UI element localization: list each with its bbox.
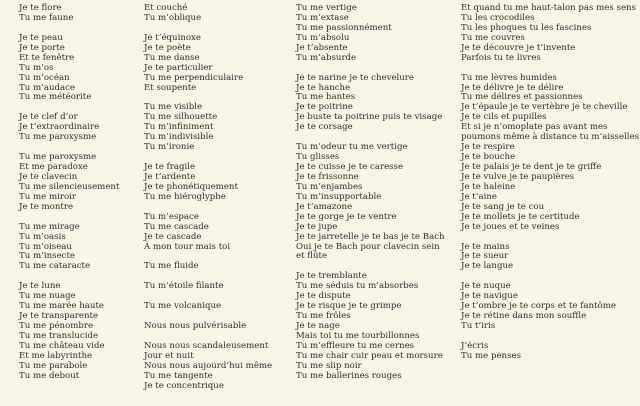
poem-line: Tu me séduis tu m’absorbes xyxy=(296,281,419,292)
poem-line: Je te langue xyxy=(461,261,514,272)
poem-column-3 xyxy=(296,4,445,382)
stanza xyxy=(144,4,272,24)
poem-line: Je te peau xyxy=(19,32,63,43)
poem-line: Tu m’insupportable xyxy=(296,191,382,202)
poem-line: Tu m’extase xyxy=(296,12,349,23)
poem-line: Je t’ardente xyxy=(144,171,196,182)
poem-line: Tu me tangente xyxy=(144,370,213,381)
poem-line: Tu m’océan xyxy=(19,72,70,83)
poem-line: Tu me silencieusement xyxy=(19,181,120,192)
poem-line: Et me labyrinthe xyxy=(19,350,93,361)
poem-line: Je te vulve je te paupières xyxy=(461,171,575,182)
poem-line: Je te découvre je t’invente xyxy=(461,42,576,53)
poem-line: Tu me volcanique xyxy=(144,301,222,312)
stanza xyxy=(19,113,119,143)
poem-line: Je te particulier xyxy=(144,62,213,73)
poem-line: Tu me nuage xyxy=(19,291,76,302)
poem-line: Je te lune xyxy=(19,281,61,292)
poem-line: Jour et nuit xyxy=(144,350,194,361)
poem-line: Je te cils et pupilles xyxy=(461,112,547,123)
poem-line: Je t’absente xyxy=(296,42,348,53)
poem-line: Je buste ta poitrine puis te visage xyxy=(296,112,443,123)
poem-line: Je te sang je te cou xyxy=(461,201,545,212)
poem-line: Je te gorge je te ventre xyxy=(296,211,397,222)
poem-line: Tu m’absolu xyxy=(296,32,350,43)
poem-line: Je t’ombre je te corps et te fantôme xyxy=(461,301,616,312)
poem-line: Je te cuisse je te caresse xyxy=(296,162,404,172)
stanza xyxy=(19,34,119,104)
poem-line: Je te fragile xyxy=(144,162,196,172)
poem-line: Je te hanche xyxy=(296,82,351,93)
poem-line: Tu me lèvres humides xyxy=(461,72,557,83)
stanza-gap xyxy=(461,233,639,243)
poem-line: Tu me hantes xyxy=(296,92,356,103)
poem-line: Tu me passionnément xyxy=(296,22,392,33)
poem-line: Tu me cataracte xyxy=(19,261,91,272)
poem-line: Je t’équinoxe xyxy=(144,32,201,43)
poem-line: Tu me délires et passionnes xyxy=(461,92,583,103)
poem-line: Tu m’oiseau xyxy=(19,241,72,252)
poem-line: Je te poitrine xyxy=(296,102,353,113)
poem-line: Nous nous aujourd’hui même xyxy=(144,360,273,371)
poem-line: Tu me chair cuir peau et morsure xyxy=(296,350,443,361)
stanza xyxy=(461,342,639,362)
stanza xyxy=(296,272,445,381)
poem-line: Je te concentrique xyxy=(144,380,224,391)
poem-line: Je t’aine xyxy=(461,191,497,202)
poem-line: Tu me faune xyxy=(19,12,74,23)
poem-line: Je te poète xyxy=(144,42,191,53)
stanza xyxy=(19,282,119,381)
poem-line: Je t’extraordinaire xyxy=(19,122,100,133)
poem-line: Je te transparente xyxy=(19,311,99,322)
stanza xyxy=(144,342,272,392)
poem-line: Je te bouche xyxy=(461,152,516,163)
stanza xyxy=(19,223,119,273)
poem-line: Je te haleine xyxy=(461,181,516,192)
poem-line: Je te mains xyxy=(461,241,510,252)
poem-line: Je te porte xyxy=(19,42,65,53)
stanza xyxy=(144,302,272,312)
poem-line: Tu me mirage xyxy=(19,221,80,232)
poem-line: Tu m’indivisible xyxy=(144,132,214,143)
poem-line: et flûte xyxy=(296,251,328,262)
poem-line: Tu m’insecte xyxy=(19,251,76,262)
poem-line: Je te cascade xyxy=(144,231,202,242)
poem-line: Je t’épaule je te vertèbre je te cheville xyxy=(461,102,628,113)
poem-line: Tu m’audace xyxy=(19,82,76,93)
poem-line: Tu m’infiniment xyxy=(144,122,214,133)
stanza xyxy=(144,34,272,94)
poem-line: Et te fenêtre xyxy=(19,52,75,63)
poem-line: Tu me pénombre xyxy=(19,321,94,331)
poem-line: Je te sueur xyxy=(461,251,509,262)
stanza xyxy=(296,143,445,262)
poem-line: À mon tour mais toi xyxy=(144,241,231,252)
poem-line: Je t’amazone xyxy=(296,201,353,212)
stanza xyxy=(144,213,272,253)
poem-line: Et quand tu me haut-talon pas mes sens xyxy=(461,3,636,13)
stanza xyxy=(144,103,272,153)
poem-line: Tu m’enjambes xyxy=(296,181,363,192)
poem-line: Et me paradoxe xyxy=(19,162,88,172)
poem-line: Tu m’ironie xyxy=(144,142,195,153)
poem-line: Tu t’iris xyxy=(461,321,496,331)
poem-line: Tu les crocodiles xyxy=(461,12,535,23)
stanza xyxy=(144,322,272,332)
stanza xyxy=(296,4,445,64)
poem-line: Je te nage xyxy=(296,321,340,331)
poem-line: poumons même à distance tu m’aisselles xyxy=(461,132,640,143)
poem-line: Tu me visible xyxy=(144,102,203,113)
poem-line: Je te phonétiquement xyxy=(144,181,238,192)
poem-line: Je te clavecin xyxy=(19,171,78,182)
poem-line: Nous nous pulvérisable xyxy=(144,321,247,331)
poem-line: Tu me perpendiculaire xyxy=(144,72,244,83)
poem-line: Tu m’espace xyxy=(144,211,199,222)
poem-line: Tu me translucide xyxy=(19,330,99,341)
poem-line: Tu les phoques tu les fascines xyxy=(461,22,592,33)
poem-line: Et soupente xyxy=(144,82,197,93)
poem-line: Tu me miroir xyxy=(19,191,77,202)
poem-column-2 xyxy=(144,4,272,392)
poem-line: Je te narine je te chevelure xyxy=(296,72,415,83)
poem-line: Je te jarretelle je te bas je te Bach xyxy=(296,231,445,242)
poem-column-1 xyxy=(19,4,119,382)
poem-line: Tu me hiéroglyphe xyxy=(144,191,226,202)
poem-line: Je te respire xyxy=(461,142,515,153)
poem-column-4 xyxy=(461,4,639,362)
stanza xyxy=(144,262,272,272)
poem-line: Tu me marée haute xyxy=(19,301,104,312)
stanza xyxy=(144,163,272,203)
stanza xyxy=(461,243,639,273)
poem-line: Parfois tu te livres xyxy=(461,52,541,63)
poem-line: Tu me parabole xyxy=(19,360,88,371)
poem-line: Tu glisses xyxy=(296,152,340,163)
poem-line: Tu me château vide xyxy=(19,340,105,351)
poem-line: Et si je n’omoplate pas avant mes xyxy=(461,122,608,133)
poem-line: Tu me couvres xyxy=(461,32,525,43)
poem-line: Je te montre xyxy=(19,201,74,212)
stanza xyxy=(144,282,272,292)
poem-line: Je te flore xyxy=(19,3,62,13)
poem-line: Tu m’effleure tu me cernes xyxy=(296,340,415,351)
poem-line: J’écris xyxy=(461,340,489,351)
poem-line: Je te délivre je te délire xyxy=(461,82,564,93)
poem-line: Nous nous scandaleusement xyxy=(144,340,269,351)
poem-line: Tu me paroxysme xyxy=(19,132,97,143)
poem-line: Je te clef d’or xyxy=(19,112,78,123)
poem-line: Tu me cascade xyxy=(144,221,209,232)
poem-line: Tu me paroxysme xyxy=(19,152,97,163)
poem-line: Tu me météorite xyxy=(19,92,92,103)
poem-line: Je te joues et te veines xyxy=(461,221,560,232)
poem-line: Je te tremblante xyxy=(296,271,367,282)
stanza xyxy=(296,74,445,134)
poem-line: Oui je te Bach pour clavecin sein xyxy=(296,241,440,252)
poem-line: Je te frissonne xyxy=(296,171,359,182)
poem-line: Tu m’oblique xyxy=(144,12,202,23)
poem-line: Tu m’oasis xyxy=(19,231,66,242)
poem-line: Tu me danse xyxy=(144,52,200,63)
poem-line: Tu m’étoile filante xyxy=(144,281,224,292)
poem-line: Je te mollets je te certitude xyxy=(461,211,580,222)
poem-line: Tu me silhouette xyxy=(144,112,218,123)
poem-line: Mais toi tu me tourbillonnes xyxy=(296,330,420,341)
poem-line: Je te dispute xyxy=(296,291,351,302)
poem-line: Tu m’odeur tu me vertige xyxy=(296,142,408,153)
stanza xyxy=(19,4,119,24)
poem-line: Je te corsage xyxy=(296,122,353,133)
poem-line: Tu me penses xyxy=(461,350,521,361)
poem-line: Tu me debout xyxy=(19,370,80,381)
poem-line: Je te nuque xyxy=(461,281,511,292)
stanza xyxy=(461,282,639,332)
poem-line: Tu me slip noir xyxy=(296,360,362,371)
poem-line: Je te risque je te grimpe xyxy=(296,301,402,312)
poem-line: Tu m’absurde xyxy=(296,52,357,63)
poem-line: Tu me frôles xyxy=(296,311,351,322)
poem-line: Tu me vertige xyxy=(296,3,357,13)
stanza xyxy=(19,153,119,213)
poem-line: Tu me ballerines rouges xyxy=(296,370,402,381)
poem-line: Je te palais je te dent je te griffe xyxy=(461,162,602,172)
poem-line: Je te jupe xyxy=(296,221,338,232)
poem-line: Je te navigue xyxy=(461,291,518,302)
poem-line: Tu me fluide xyxy=(144,261,199,272)
stanza xyxy=(461,4,639,64)
poem-line: Tu m’os xyxy=(19,62,54,73)
poem-line: Je te rétine dans mon souffle xyxy=(461,311,587,322)
stanza xyxy=(461,74,639,233)
poem-line: Et couché xyxy=(144,3,188,13)
